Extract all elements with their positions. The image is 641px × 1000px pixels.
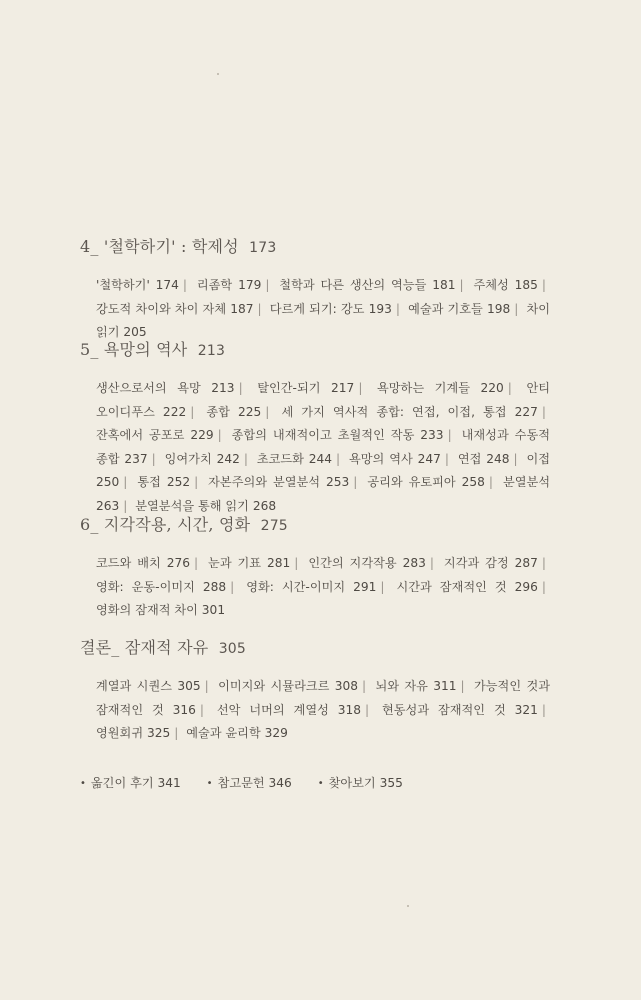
- chapter-page: 305: [218, 641, 247, 657]
- toc-entry: 뇌와 자유 311: [375, 679, 457, 693]
- toc-entry: 공리와 유토피아 258: [367, 475, 485, 489]
- toc-entry: 종합 225: [206, 404, 262, 419]
- appendix-page: 341: [157, 776, 181, 790]
- chapter-number: 결론_: [80, 638, 120, 657]
- entry-separator: |: [395, 301, 400, 316]
- chapter-4: [80, 234, 550, 345]
- appendix-item: [80, 776, 185, 790]
- toc-entry: 계열과 시퀀스 305: [96, 679, 201, 693]
- entry-separator: |: [447, 428, 452, 442]
- entry-separator: |: [238, 381, 243, 395]
- toc-entry: 차이 읽기 205: [96, 301, 550, 339]
- entry-separator: |: [194, 556, 199, 570]
- chapter-5: [80, 337, 550, 518]
- entry-separator: |: [257, 301, 262, 316]
- bullet-icon: •: [206, 778, 213, 789]
- chapter-heading: [80, 512, 550, 535]
- entry-separator: |: [541, 579, 547, 594]
- chapter-number: 4_: [80, 237, 99, 256]
- toc-entry: 선악 너머의 계열성 318: [216, 702, 362, 717]
- chapter-page: 173: [249, 240, 277, 256]
- entry-separator: |: [459, 278, 464, 292]
- chapter-heading: [80, 337, 550, 360]
- toc-entry: 세 가지 역사적 종합: 연접, 이접, 통접 227: [281, 404, 538, 419]
- entry-separator: |: [358, 381, 363, 395]
- toc-entry: 이접 250: [96, 451, 551, 489]
- entry-separator: |: [541, 278, 546, 292]
- toc-entry: 욕망의 역사 247: [349, 451, 441, 466]
- entry-separator: |: [507, 381, 512, 395]
- appendix-label: 옮긴이 후기: [90, 776, 154, 790]
- entry-list: [80, 274, 550, 345]
- entry-separator: |: [294, 556, 299, 570]
- toc-entry: '철학하기' 174: [96, 278, 179, 292]
- entry-separator: |: [190, 404, 195, 419]
- chapter-heading: [80, 635, 550, 658]
- entry-list: [80, 552, 550, 623]
- toc-entry: 탈인간-되기 217: [257, 381, 355, 395]
- entry-separator: |: [182, 278, 188, 292]
- toc-entry: 예술과 윤리학 329: [186, 726, 288, 740]
- entry-separator: |: [217, 428, 222, 442]
- entry-list: [80, 377, 550, 518]
- entry-separator: |: [199, 702, 205, 717]
- entry-separator: |: [514, 301, 519, 316]
- toc-entry: 분열분석을 통해 읽기 268: [135, 498, 277, 513]
- chapter-title: 지각작용, 시간, 영화: [103, 515, 251, 534]
- toc-entry: 코드와 배치 276: [96, 556, 190, 570]
- appendix-item: [318, 776, 403, 790]
- toc-entry: 잔혹에서 공포로 229: [96, 428, 214, 442]
- entry-separator: |: [265, 278, 270, 292]
- toc-entry: 지각과 감정 287: [443, 556, 538, 570]
- toc-entry: 예술과 기호들 198: [408, 301, 511, 316]
- appendix-item: [207, 776, 296, 790]
- entry-separator: |: [513, 451, 518, 466]
- toc-entry: 종합의 내재적이고 초월적인 작동 233: [231, 428, 444, 442]
- entry-separator: |: [541, 404, 547, 419]
- toc-entry: 인간의 지각작용 283: [308, 556, 426, 570]
- toc-entry: 강도적 차이와 차이 자체 187: [96, 301, 254, 316]
- toc-entry: 현동성과 잠재적인 것 321: [382, 702, 538, 717]
- entry-separator: |: [265, 404, 270, 419]
- paper-speck: [407, 905, 409, 907]
- entry-separator: |: [151, 451, 156, 466]
- toc-entry: 가능적인 것과 잠재적인 것 316: [96, 679, 551, 717]
- chapter-conclusion: [80, 635, 550, 746]
- entry-separator: |: [429, 556, 434, 570]
- entry-separator: |: [488, 475, 493, 489]
- bullet-icon: •: [317, 778, 324, 789]
- toc-entry: 철학과 다른 생산의 역능들 181: [279, 278, 456, 292]
- toc-entry: 욕망하는 기계들 220: [377, 381, 504, 395]
- chapter-number: 5_: [80, 340, 99, 359]
- entry-separator: |: [541, 702, 547, 717]
- toc-entry: 주체성 185: [473, 278, 538, 292]
- entry-separator: |: [541, 556, 547, 570]
- toc-entry: 연접 248: [457, 451, 510, 466]
- entry-separator: |: [123, 475, 128, 489]
- bullet-icon: •: [80, 778, 86, 789]
- toc-entry: 리좀학 179: [196, 278, 262, 292]
- appendix-list: [80, 774, 425, 791]
- toc-entry: 내재성과 수동적 종합 237: [96, 428, 550, 466]
- appendix-label: 참고문헌: [217, 776, 265, 790]
- toc-entry: 영화: 시간-이미지 291: [246, 579, 377, 594]
- appendix-label: 찾아보기: [328, 776, 376, 790]
- chapter-title: '철학하기' : 학제성: [103, 237, 239, 256]
- toc-entry: 다르게 되기: 강도 193: [269, 301, 392, 316]
- entry-separator: |: [444, 451, 449, 466]
- entry-separator: |: [243, 451, 248, 466]
- toc-entry: 통접 252: [137, 475, 191, 489]
- toc-entry: 이미지와 시뮬라크르 308: [218, 679, 359, 693]
- chapter-title: 욕망의 역사: [103, 340, 188, 359]
- appendix-page: 355: [379, 776, 403, 790]
- entry-separator: |: [174, 726, 179, 740]
- entry-separator: |: [336, 451, 341, 466]
- entry-separator: |: [362, 679, 367, 693]
- entry-list: [80, 675, 550, 746]
- chapter-6: [80, 512, 550, 623]
- chapter-page: 275: [260, 518, 288, 534]
- entry-separator: |: [204, 679, 209, 693]
- entry-separator: |: [353, 475, 358, 489]
- toc-entry: 분열분석 263: [96, 475, 551, 513]
- entry-separator: |: [230, 579, 235, 594]
- appendix-page: 346: [268, 776, 292, 790]
- entry-separator: |: [194, 475, 199, 489]
- chapter-heading: [80, 234, 550, 257]
- paper-speck: [217, 73, 219, 75]
- toc-entry: 눈과 기표 281: [208, 556, 291, 570]
- toc-entry: 영원회귀 325: [96, 726, 171, 740]
- chapter-title: 잠재적 자유: [124, 638, 209, 657]
- entry-separator: |: [365, 702, 370, 717]
- entry-separator: |: [380, 579, 385, 594]
- toc-entry: 안티 오이디푸스 222: [96, 381, 551, 419]
- toc-entry: 초코드화 244: [256, 451, 333, 466]
- entry-separator: |: [123, 498, 128, 513]
- toc-entry: 자본주의와 분열분석 253: [208, 475, 350, 489]
- chapter-number: 6_: [80, 515, 99, 534]
- toc-entry: 생산으로서의 욕망 213: [96, 381, 235, 395]
- chapter-page: 213: [197, 343, 226, 359]
- toc-entry: 시간과 잠재적인 것 296: [396, 579, 538, 594]
- toc-entry: 영화: 운동-이미지 288: [96, 579, 227, 594]
- toc-entry: 영화의 잠재적 차이 301: [96, 603, 226, 617]
- entry-separator: |: [460, 679, 465, 693]
- toc-entry: 잉여가치 242: [164, 451, 240, 466]
